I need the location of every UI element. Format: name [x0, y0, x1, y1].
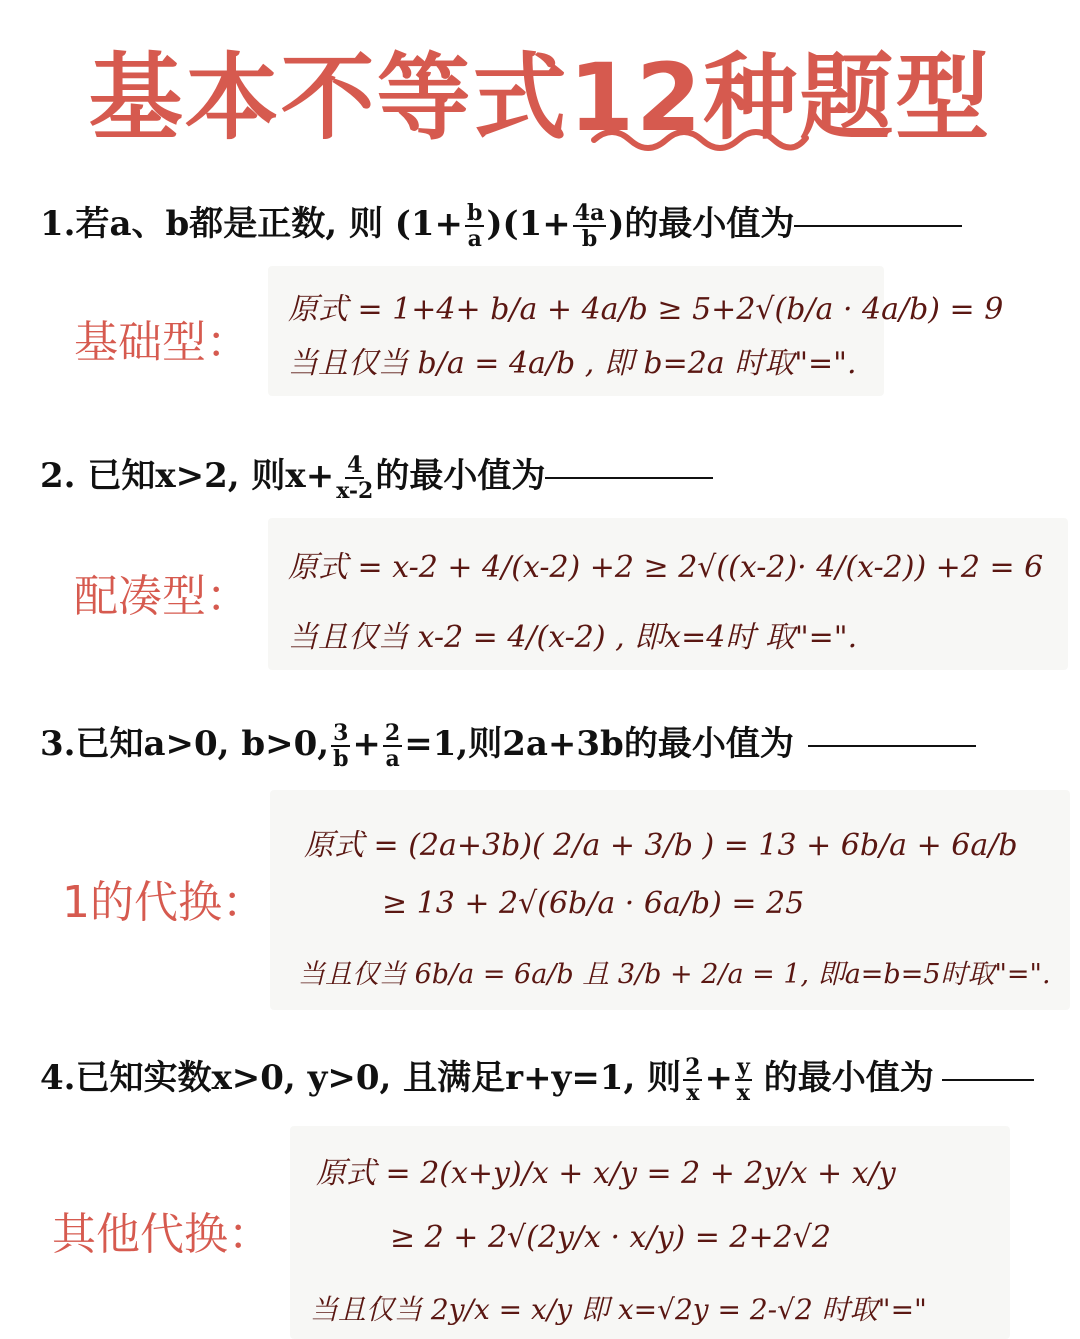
fraction: $\frac{4a}{b}$: [574, 200, 605, 252]
solution-line: 原式 = 1+4+ b/a + 4a/b ≥ 5+2√(b/a · 4a/b) = 9: [288, 292, 1004, 327]
fraction: $\frac{y}{x}$: [736, 1054, 750, 1106]
problem-1-question: 1.若a、b都是正数, 则 (1+ $\frac{b}{a}$ )(1+ $\frac{4a}{b}$ )的最小值为: [40, 196, 962, 251]
page-title: 基本不等式12种题型: [88, 44, 992, 153]
solution-line: ≥ 2 + 2√(2y/x · x/y) = 2+2√2: [390, 1220, 831, 1255]
solution-line: 原式 = 2(x+y)/x + x/y = 2 + 2y/x + x/y: [316, 1156, 896, 1191]
solution-line: 原式 = x-2 + 4/(x-2) +2 ≥ 2√((x-2)· 4/(x-2)) +2 = 6: [288, 550, 1044, 585]
problem-1-solution: [268, 266, 1004, 396]
fraction: $\frac{b}{a}$: [467, 200, 483, 252]
solution-line: 当且仅当 2y/x = x/y 即 x=√2y = 2-√2 时取"=": [310, 1293, 927, 1326]
solution-line: 当且仅当 x-2 = 4/(x-2) , 即x=4时 取"=".: [288, 620, 858, 655]
answer-blank: [545, 477, 713, 479]
problem-3-type-label: 1的代换：: [62, 877, 266, 928]
problem-3-solution: [270, 790, 1070, 1010]
title-underline-squiggle: [590, 122, 810, 156]
answer-blank: [808, 745, 976, 747]
problem-2-solution: [268, 518, 1068, 670]
fraction: $\frac{4}{x-2}$: [336, 452, 374, 504]
fraction: $\frac{3}{b}$: [333, 720, 349, 772]
problem-4-type-label: 其他代换：: [52, 1209, 272, 1260]
fraction: $\frac{2}{x}$: [685, 1054, 701, 1106]
problem-4-question: 4.已知实数x>0, y>0, 且满足r+y=1, 则 $\frac{2}{x}$ + $\frac{y}{x}$ 的最小值为: [40, 1050, 1034, 1105]
answer-blank: [942, 1079, 1034, 1081]
solution-line: 原式 = (2a+3b)( 2/a + 3/b ) = 13 + 6b/a + 6a/b: [304, 828, 1018, 863]
problem-2-type-label: 配凑型：: [74, 571, 250, 622]
problem-1-type-label: 基础型：: [74, 317, 250, 368]
fraction: $\frac{2}{a}$: [384, 720, 401, 772]
answer-blank: [794, 225, 962, 227]
problem-4-solution: [290, 1126, 1010, 1339]
problem-2-question: 2. 已知x>2, 则x+ $\frac{4}{x-2}$ 的最小值为: [40, 448, 713, 503]
solution-line: ≥ 13 + 2√(6b/a · 6a/b) = 25: [382, 886, 805, 921]
solution-line: 当且仅当 6b/a = 6a/b 且 3/b + 2/a = 1, 即a=b=5时取"=".: [298, 959, 1051, 990]
solution-line: 当且仅当 b/a = 4a/b , 即 b=2a 时取"=".: [288, 346, 857, 381]
problem-3-question: 3.已知a>0, b>0, $\frac{3}{b}$ + $\frac{2}{a}$ =1,则2a+3b的最小值为: [40, 716, 976, 771]
